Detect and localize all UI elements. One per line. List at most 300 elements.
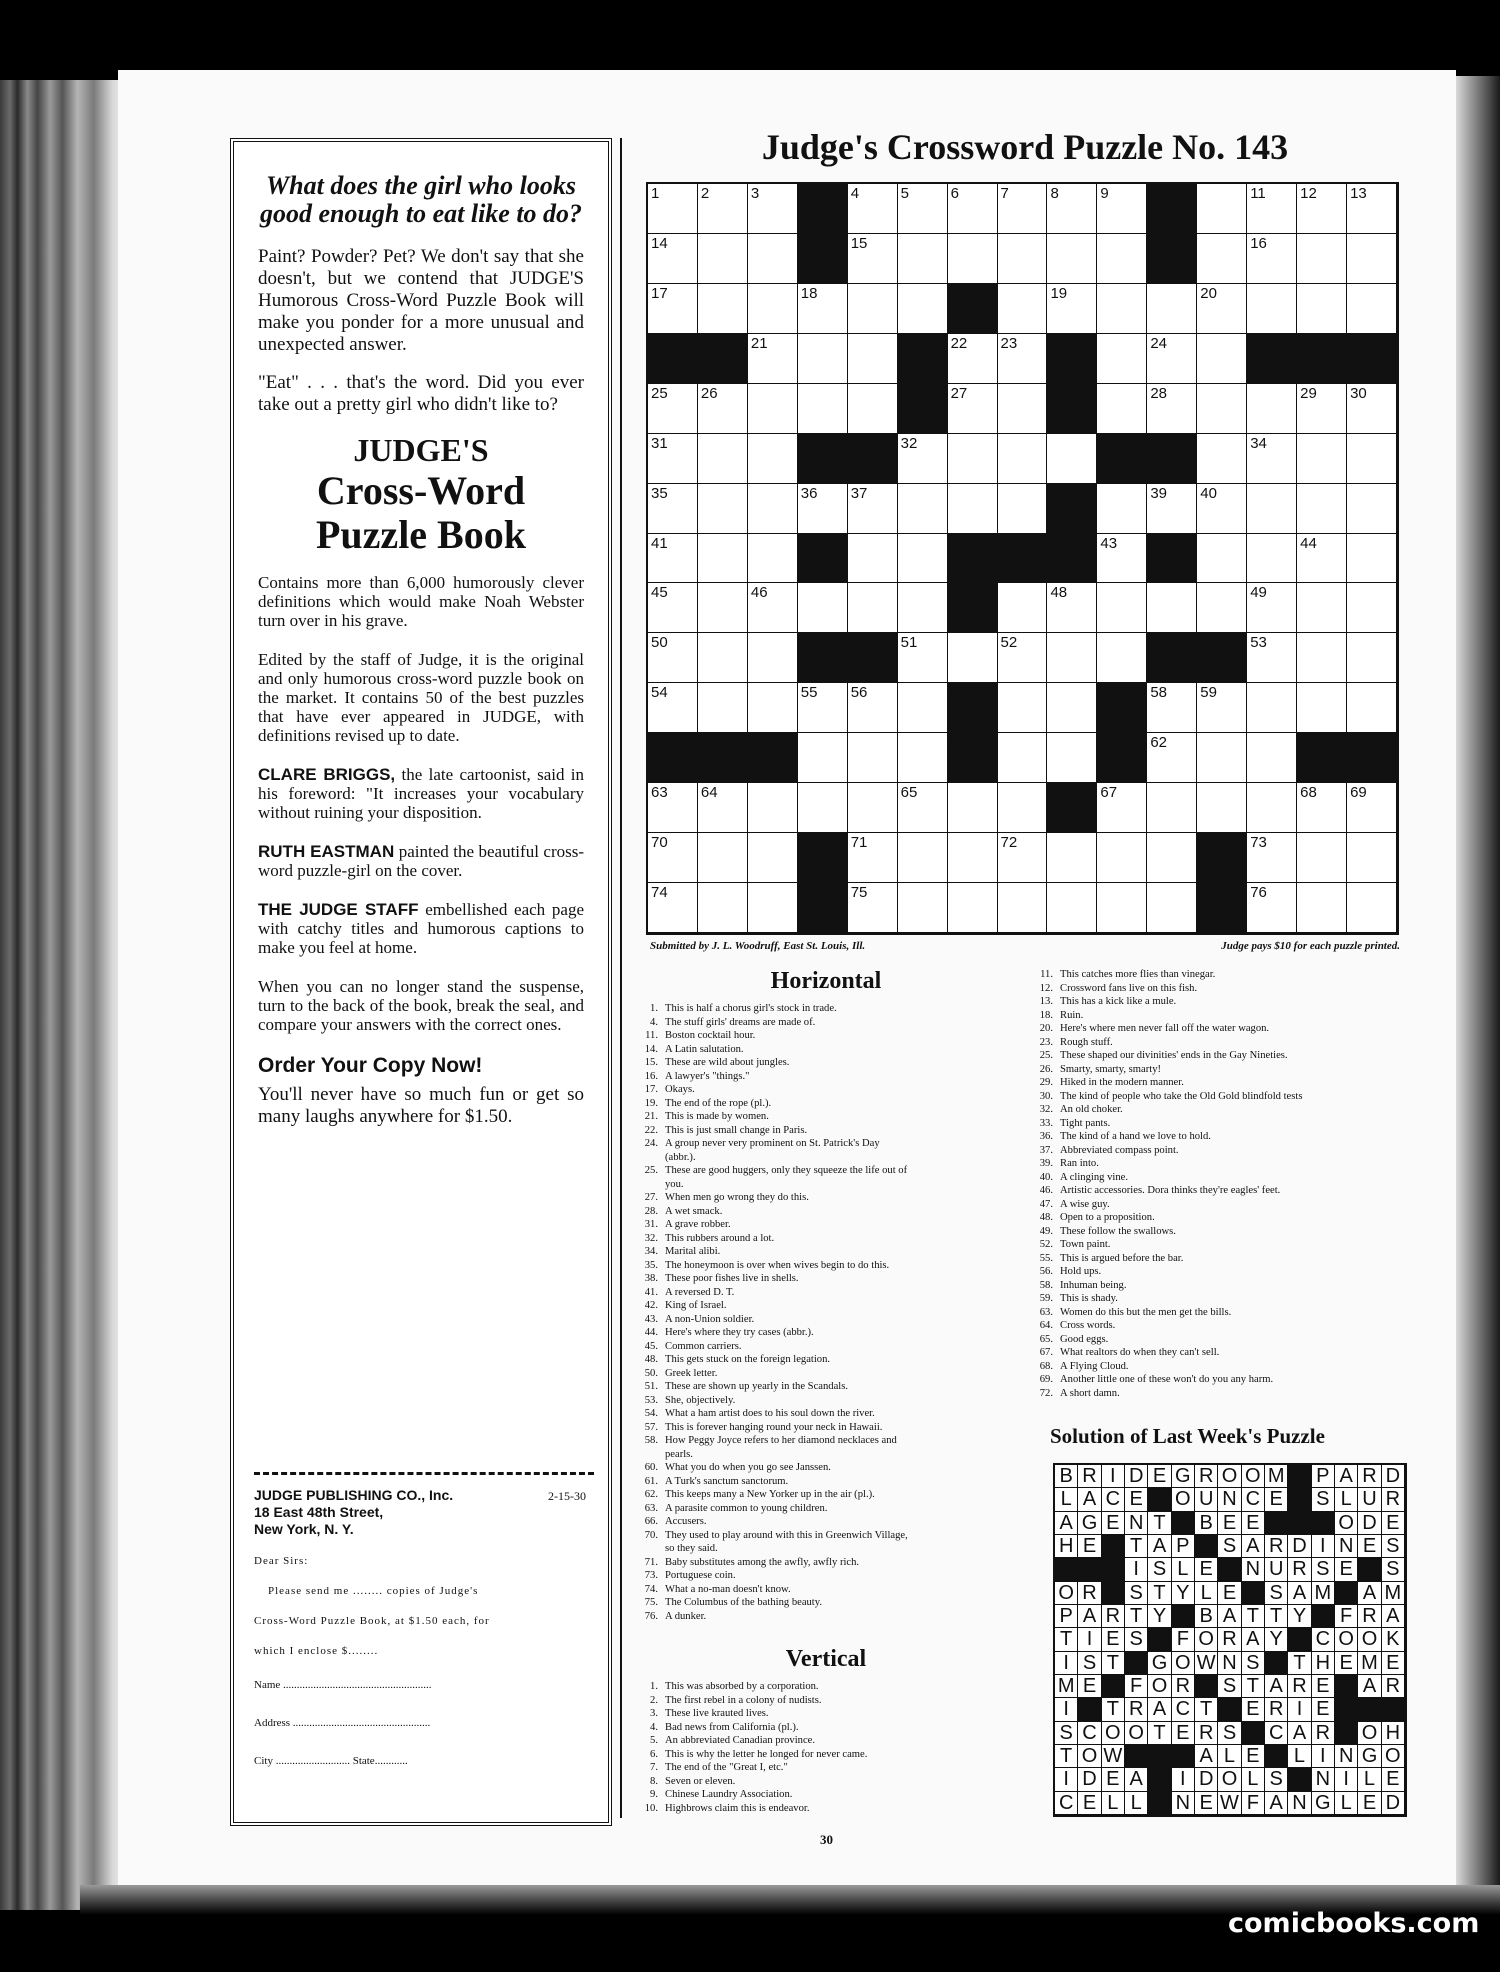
clue: [630, 1475, 1025, 1489]
clue-text: Common carriers.: [665, 1340, 742, 1352]
clue-number: 2: [700, 185, 710, 202]
clue-text: Accusers.: [665, 1516, 707, 1527]
solution-letter: L: [1288, 1745, 1311, 1768]
clue-text: A wise guy.: [1060, 1198, 1110, 1210]
clue-text: An abbreviated Canadian province.: [665, 1735, 816, 1746]
clue-text: This is why the letter he longed for never came.: [665, 1748, 868, 1760]
grid-square: [748, 434, 798, 484]
solution-letter: O: [1055, 1582, 1078, 1605]
clue: [1025, 968, 1420, 982]
solution-letter: E: [1125, 1488, 1148, 1511]
clue-number: 28.: [644, 1205, 658, 1217]
solution-letter: N: [1218, 1488, 1241, 1511]
black-square: [1197, 633, 1247, 683]
black-square: [798, 833, 848, 883]
clue-number: 21: [750, 334, 768, 352]
grid-square: [898, 234, 948, 284]
grid-square: [748, 833, 798, 883]
clue-number: 44.: [644, 1327, 658, 1338]
clue: [1025, 995, 1420, 1009]
clue-text: Abbreviated compass point.: [1060, 1144, 1179, 1156]
grid-square: [1347, 583, 1397, 633]
solution-letter: T: [1195, 1698, 1218, 1721]
clue-number: 14.: [644, 1043, 658, 1055]
grid-square: [1097, 184, 1147, 234]
clue: [630, 1326, 1025, 1340]
black-square: [798, 434, 848, 484]
clue: [1025, 1252, 1420, 1266]
solution-letter: E: [1382, 1652, 1405, 1675]
solution-letter: E: [1078, 1675, 1101, 1698]
solution-heading: Solution of Last Week's Puzzle: [1050, 1424, 1325, 1448]
solution-letter: M: [1265, 1465, 1288, 1488]
solution-letter: N: [1172, 1792, 1195, 1815]
grid-square: [1097, 583, 1147, 633]
solution-letter: H: [1312, 1652, 1335, 1675]
clue-text: Ruin.: [1060, 1009, 1084, 1021]
clue: [630, 1083, 1025, 1097]
clue-text: A Turk's sanctum sanctorum.: [665, 1475, 789, 1487]
clue-text: Highbrows claim this is endeavor.: [665, 1802, 810, 1814]
black-square: [998, 534, 1048, 584]
clue: [1025, 1333, 1420, 1347]
clue: [630, 1367, 1025, 1381]
grid-square: [998, 633, 1048, 683]
solution-black-square: [1102, 1558, 1125, 1581]
solution-letter: B: [1055, 1465, 1078, 1488]
solution-letter: A: [1335, 1465, 1358, 1488]
black-square: [1147, 434, 1197, 484]
grid-square: [1097, 534, 1147, 584]
grid-square: [1097, 633, 1147, 683]
coupon-publisher: JUDGE PUBLISHING CO., Inc.: [254, 1487, 454, 1503]
solution-letter: R: [1195, 1465, 1218, 1488]
solution-letter: A: [1078, 1488, 1101, 1511]
clue-text: These poor fishes live in shells.: [665, 1273, 799, 1284]
black-square: [1147, 633, 1197, 683]
clue-text: Baby substitutes among the awfly, awfly rich.: [665, 1556, 860, 1568]
clue-number: 29: [1300, 384, 1317, 402]
solution-letter: B: [1195, 1605, 1218, 1628]
clue-number: 20.: [1039, 1023, 1053, 1034]
clue: [630, 1721, 1025, 1735]
grid-square: [1097, 334, 1147, 384]
solution-letter: E: [1078, 1792, 1101, 1815]
grid-square: [698, 234, 748, 284]
solution-letter: R: [1382, 1675, 1405, 1698]
grid-square: [1297, 783, 1347, 833]
solution-letter: I: [1055, 1768, 1078, 1791]
clue-number: 72: [1000, 834, 1018, 852]
vertical-heading: Vertical: [785, 1646, 867, 1672]
clue: [1025, 1157, 1420, 1171]
clue-text: Rough stuff.: [1060, 1036, 1113, 1048]
solution-letter: M: [1055, 1675, 1078, 1698]
solution-letter: H: [1055, 1535, 1078, 1558]
grid-square: [1247, 384, 1297, 434]
grid-square: [898, 733, 948, 783]
clue-text: A parasite common to young children.: [665, 1502, 828, 1514]
solution-letter: I: [1172, 1768, 1195, 1791]
solution-letter: L: [1195, 1582, 1218, 1605]
grid-square: [1197, 783, 1247, 833]
clue-text: The first rebel in a colony of nudists.: [665, 1694, 822, 1706]
ad-paragraph: When you can no longer stand the suspense, turn to the back of the book, break the seal, and compare your answers with the correct ones.: [258, 977, 584, 1034]
solution-letter: L: [1335, 1488, 1358, 1511]
grid-square: [848, 184, 898, 234]
grid-square: [1247, 883, 1297, 933]
solution-letter: I: [1055, 1698, 1078, 1721]
clue-text: Crossword fans live on this fish.: [1060, 982, 1198, 994]
clue-number: 27.: [644, 1192, 658, 1203]
clue-number: 74: [651, 884, 668, 902]
book-title-line: Cross-Word: [316, 468, 526, 513]
grid-square: [1347, 883, 1397, 933]
clue-number: 49: [1250, 584, 1267, 602]
solution-black-square: [1265, 1745, 1288, 1768]
clue-number: 48.: [1039, 1212, 1053, 1223]
grid-square: [698, 284, 748, 334]
solution-letter: O: [1195, 1628, 1218, 1651]
clue-number: 27: [950, 384, 968, 402]
clue-number: 42.: [644, 1300, 658, 1311]
staff-text: embellished each page with catchy titles and humorous captions to make you feel at home.: [258, 900, 584, 957]
grid-square: [1197, 284, 1247, 334]
black-square: [1347, 334, 1397, 384]
horizontal-heading: Horizontal: [770, 968, 882, 994]
clue-number: 65.: [1039, 1333, 1053, 1345]
clue-number: 7.: [650, 1762, 658, 1773]
clue-number: 71: [850, 834, 868, 852]
solution-letter: R: [1265, 1535, 1288, 1558]
clue: [1025, 1117, 1420, 1131]
solution-letter: D: [1195, 1768, 1218, 1791]
crossword-grid: [646, 182, 1399, 935]
solution-black-square: [1102, 1582, 1125, 1605]
clue: [630, 1016, 1025, 1030]
clue-number: 58: [1150, 684, 1168, 702]
clue: [630, 1043, 1025, 1057]
grid-square: [1297, 583, 1347, 633]
solution-letter: I: [1335, 1768, 1358, 1791]
clue-number: 34.: [644, 1246, 658, 1257]
clue-text: When men go wrong they do this.: [665, 1192, 809, 1203]
solution-black-square: [1172, 1605, 1195, 1628]
solution-letter: R: [1312, 1722, 1335, 1745]
grid-square: [848, 484, 898, 534]
clue-text: Boston cocktail hour.: [665, 1030, 756, 1041]
solution-letter: A: [1195, 1745, 1218, 1768]
clue-text: She, objectively.: [665, 1394, 736, 1406]
clue: [630, 1542, 1025, 1556]
solution-black-square: [1148, 1745, 1171, 1768]
solution-letter: O: [1358, 1628, 1381, 1651]
clue-number: 35.: [644, 1259, 658, 1271]
grid-square: [798, 683, 848, 733]
clue-number: 71.: [644, 1556, 658, 1568]
solution-letter: L: [1358, 1768, 1381, 1791]
solution-letter: D: [1078, 1768, 1101, 1791]
grid-square: [1197, 334, 1247, 384]
coupon-date: 2-15-30: [548, 1489, 586, 1503]
black-square: [948, 534, 998, 584]
black-square: [1147, 184, 1197, 234]
solution-letter: T: [1102, 1652, 1125, 1675]
grid-square: [1097, 284, 1147, 334]
coupon-line: which I enclose $........: [254, 1645, 379, 1657]
grid-square: [1247, 733, 1297, 783]
eastman-paragraph: [258, 842, 584, 880]
clue-text: These shaped our divinities' ends in the Gay Nineties.: [1060, 1050, 1288, 1061]
clue: [630, 1380, 1025, 1394]
grid-square: [1347, 284, 1397, 334]
clue-number: 4.: [650, 1016, 658, 1028]
clue: [630, 1353, 1025, 1367]
solution-letter: F: [1172, 1628, 1195, 1651]
clue-number: 39: [1150, 484, 1168, 502]
black-square: [698, 733, 748, 783]
grid-square: [898, 284, 948, 334]
grid-square: [698, 833, 748, 883]
grid-square: [998, 334, 1048, 384]
clue: [1025, 1225, 1420, 1239]
clue-text: Marital alibi.: [665, 1246, 721, 1257]
solution-letter: T: [1148, 1582, 1171, 1605]
solution-letter: R: [1102, 1605, 1125, 1628]
solution-black-square: [1102, 1535, 1125, 1558]
clue: [630, 1680, 1025, 1694]
solution-letter: C: [1102, 1488, 1125, 1511]
clue-text: Ran into.: [1060, 1158, 1099, 1169]
clue-text: This is forever hanging round your neck in Hawaii.: [665, 1421, 883, 1433]
clue: [630, 1407, 1025, 1421]
grid-square: [848, 883, 898, 933]
solution-letter: A: [1265, 1675, 1288, 1698]
clue-number: 47.: [1039, 1198, 1053, 1210]
black-square: [1097, 733, 1147, 783]
grid-square: [1347, 234, 1397, 284]
clue-number: 6: [950, 185, 959, 202]
solution-letter: U: [1265, 1558, 1288, 1581]
solution-letter: Y: [1265, 1628, 1288, 1651]
grid-square: [948, 833, 998, 883]
clue-number: 70.: [644, 1529, 658, 1541]
clue: [630, 1434, 1025, 1448]
clue-number: 41.: [644, 1286, 658, 1298]
name-field: Name ......................................................: [254, 1679, 432, 1691]
grid-square: [1097, 384, 1147, 434]
address-field: Address ..................................................: [254, 1717, 431, 1729]
solution-letter: C: [1265, 1722, 1288, 1745]
clue: [1025, 1279, 1420, 1293]
solution-letter: E: [1102, 1768, 1125, 1791]
clue-number: 22: [950, 334, 968, 352]
grid-square: [1047, 284, 1097, 334]
grid-square: [1047, 633, 1097, 683]
clue-number: 10.: [644, 1802, 658, 1814]
solution-black-square: [1195, 1535, 1218, 1558]
clue-text: This has a kick like a mule.: [1060, 996, 1177, 1007]
clue-text: What realtors do when they can't sell.: [1060, 1347, 1220, 1358]
clue-number: 54: [651, 684, 668, 702]
clue: [630, 1097, 1025, 1111]
clue-number: 59: [1200, 684, 1217, 702]
grid-square: [1297, 534, 1347, 584]
grid-square: [698, 434, 748, 484]
city-state-field: City ........................... State............: [254, 1755, 408, 1767]
black-square: [948, 583, 998, 633]
clue-number: 29.: [1039, 1077, 1053, 1088]
solution-letter: E: [1265, 1488, 1288, 1511]
clue-number: 58.: [1039, 1279, 1053, 1291]
grid-square: [1097, 484, 1147, 534]
black-square: [798, 883, 848, 933]
solution-black-square: [1265, 1512, 1288, 1535]
clue-number: 58.: [644, 1435, 658, 1446]
grid-square: [648, 583, 698, 633]
solution-letter: S: [1382, 1535, 1405, 1558]
clue-number: 13.: [1039, 996, 1053, 1007]
clue-number: 50: [651, 634, 668, 652]
grid-square: [1297, 434, 1347, 484]
clue-number: 73: [1250, 834, 1267, 852]
clue-text: This is made by women.: [665, 1111, 769, 1122]
solution-letter: R: [1125, 1698, 1148, 1721]
clue-number: 68: [1300, 784, 1317, 802]
black-square: [1147, 234, 1197, 284]
clue-text: A grave robber.: [665, 1219, 731, 1230]
solution-letter: C: [1242, 1488, 1265, 1511]
grid-square: [698, 633, 748, 683]
black-square: [798, 633, 848, 683]
grid-square: [948, 783, 998, 833]
clue-number: 67: [1100, 784, 1118, 802]
grid-square: [1347, 783, 1397, 833]
solution-letter: R: [1172, 1675, 1195, 1698]
clue-number: 30: [1350, 384, 1367, 402]
clue: [1025, 1049, 1420, 1063]
clue-text: Smarty, smarty, smarty!: [1060, 1063, 1162, 1075]
solution-letter: R: [1382, 1488, 1405, 1511]
clue: [630, 1694, 1025, 1708]
clue-number: 23.: [1039, 1036, 1053, 1048]
clue-text: This rubbers around a lot.: [665, 1232, 775, 1244]
horizontal-clue-list: [630, 1002, 1025, 1623]
grid-square: [1247, 783, 1297, 833]
black-square: [1147, 534, 1197, 584]
clue: [630, 1748, 1025, 1762]
coupon-salutation: Dear Sirs:: [254, 1555, 309, 1567]
solution-letter: O: [1125, 1722, 1148, 1745]
clue-number: 60: [750, 734, 768, 752]
grid-square: [648, 683, 698, 733]
clue-text: so they said.: [665, 1543, 718, 1554]
clue: [1025, 1063, 1420, 1077]
grid-square: [1347, 184, 1397, 234]
clue: [1025, 1103, 1420, 1117]
clue-number: 39.: [1039, 1158, 1053, 1169]
solution-letter: S: [1148, 1558, 1171, 1581]
grid-square: [698, 683, 748, 733]
clue: [630, 1569, 1025, 1583]
clue-text: A lawyer's "things.": [665, 1070, 750, 1082]
clue-number: 57.: [644, 1421, 658, 1433]
clue-number: 2.: [650, 1694, 658, 1706]
clue-text: These are shown up yearly in the Scandals.: [665, 1381, 848, 1392]
solution-letter: S: [1265, 1582, 1288, 1605]
clue-text: They used to play around with this in Greenwich Village,: [665, 1529, 908, 1541]
clue-number: 24.: [644, 1138, 658, 1149]
black-square: [1197, 833, 1247, 883]
puzzle-title: Judge's Crossword Puzzle No. 143: [761, 127, 1289, 167]
grid-square: [1197, 534, 1247, 584]
grid-square: [1347, 484, 1397, 534]
clue: [1025, 1360, 1420, 1374]
clue-number: 1.: [650, 1681, 658, 1692]
clue-number: 14: [651, 234, 668, 252]
clue-number: 23: [1000, 334, 1018, 352]
grid-square: [648, 534, 698, 584]
clue-number: 51.: [644, 1381, 658, 1392]
solution-black-square: [1172, 1745, 1195, 1768]
solution-letter: D: [1125, 1465, 1148, 1488]
solution-letter: D: [1382, 1465, 1405, 1488]
grid-square: [898, 883, 948, 933]
solution-letter: R: [1195, 1722, 1218, 1745]
grid-square: [998, 484, 1048, 534]
clue: [630, 1272, 1025, 1286]
clue-number: 1: [651, 185, 660, 202]
grid-square: [848, 683, 898, 733]
grid-square: [748, 534, 798, 584]
grid-square: [848, 733, 898, 783]
solution-letter: D: [1288, 1535, 1311, 1558]
grid-square: [898, 534, 948, 584]
clue: [630, 1761, 1025, 1775]
grid-square: [1297, 184, 1347, 234]
clue-number: 38: [1050, 484, 1068, 502]
payment-note: Judge pays $10 for each puzzle printed.: [1221, 940, 1400, 952]
black-square: [1197, 883, 1247, 933]
clue-number: 38.: [644, 1273, 658, 1284]
grid-square: [898, 484, 948, 534]
grid-square: [698, 534, 748, 584]
clue-number: 43: [1100, 534, 1118, 552]
clue-number: 17: [651, 284, 668, 302]
clue-text: How Peggy Joyce refers to her diamond necklaces and: [665, 1435, 897, 1446]
staff-paragraph: [258, 900, 584, 957]
clue: [630, 1788, 1025, 1802]
solution-letter: A: [1288, 1582, 1311, 1605]
solution-letter: L: [1055, 1488, 1078, 1511]
clue: [1025, 1211, 1420, 1225]
clue-text: A non-Union soldier.: [665, 1313, 755, 1325]
black-square: [648, 334, 698, 384]
clue-number: 32.: [1039, 1104, 1053, 1115]
clue-number: 24: [1150, 334, 1168, 352]
clue: [1025, 1090, 1420, 1104]
clue-number: 28: [1150, 384, 1168, 402]
solution-letter: Y: [1148, 1605, 1171, 1628]
clue-number: 55.: [1039, 1252, 1053, 1264]
clue-text: Tight pants.: [1060, 1117, 1111, 1129]
clue-number: 44: [1300, 534, 1317, 552]
grid-square: [1347, 683, 1397, 733]
solution-letter: E: [1242, 1698, 1265, 1721]
grid-square: [1197, 683, 1247, 733]
clue-number: 53.: [644, 1394, 658, 1406]
clue-number: 75.: [644, 1597, 658, 1608]
